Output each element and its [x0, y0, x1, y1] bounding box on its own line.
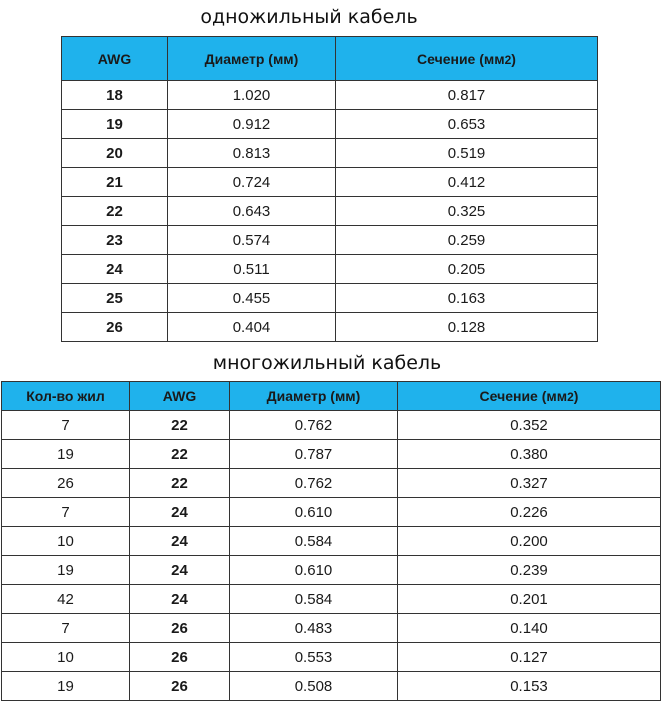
table-row	[62, 168, 598, 197]
table-row	[2, 527, 661, 556]
cell-section: 0.817	[336, 81, 598, 110]
cell-cores: 19	[2, 440, 130, 469]
cell-awg: 19	[62, 110, 168, 139]
cell-awg: 22	[130, 440, 230, 469]
cell-awg: 22	[130, 411, 230, 440]
cell-section: 0.412	[336, 168, 598, 197]
table-row	[62, 313, 598, 342]
table-row	[2, 643, 661, 672]
cell-section: 0.327	[398, 469, 661, 498]
cell-cores: 7	[2, 411, 130, 440]
header-diameter: Диаметр (мм)	[168, 37, 336, 81]
cell-cores: 26	[2, 469, 130, 498]
multi-core-title: многожильный кабель	[212, 352, 442, 374]
header-diameter: Диаметр (мм)	[230, 382, 398, 411]
cell-diameter: 0.404	[168, 313, 336, 342]
table-header-row	[62, 37, 598, 81]
cell-section: 0.325	[336, 197, 598, 226]
table-row	[62, 110, 598, 139]
cell-diameter: 0.787	[230, 440, 398, 469]
cell-diameter: 0.483	[230, 614, 398, 643]
cell-awg: 24	[62, 255, 168, 284]
header-section	[398, 382, 661, 411]
table-row	[62, 284, 598, 313]
header-section-close: )	[511, 50, 516, 67]
cell-cores: 42	[2, 585, 130, 614]
table-row	[2, 411, 661, 440]
table-row	[2, 498, 661, 527]
cell-diameter: 0.813	[168, 139, 336, 168]
cell-awg: 23	[62, 226, 168, 255]
cell-diameter: 0.553	[230, 643, 398, 672]
cell-section: 0.653	[336, 110, 598, 139]
single-core-title: одножильный кабель	[200, 6, 418, 28]
cell-cores: 10	[2, 527, 130, 556]
cell-awg: 20	[62, 139, 168, 168]
header-cores: Кол-во жил	[2, 382, 130, 411]
table-row	[62, 81, 598, 110]
cell-awg: 24	[130, 585, 230, 614]
cell-section: 0.380	[398, 440, 661, 469]
table-row	[2, 672, 661, 701]
cell-cores: 10	[2, 643, 130, 672]
header-awg: AWG	[130, 382, 230, 411]
cell-section: 0.519	[336, 139, 598, 168]
cell-section: 0.352	[398, 411, 661, 440]
single-core-table	[61, 36, 598, 342]
cell-section: 0.226	[398, 498, 661, 527]
cell-diameter: 0.610	[230, 498, 398, 527]
cell-diameter: 0.455	[168, 284, 336, 313]
table-row	[2, 440, 661, 469]
table-row	[2, 469, 661, 498]
table-row	[2, 585, 661, 614]
cell-diameter: 0.511	[168, 255, 336, 284]
table-row	[62, 255, 598, 284]
cell-section: 0.201	[398, 585, 661, 614]
table-row	[2, 614, 661, 643]
cell-section: 0.200	[398, 527, 661, 556]
cell-diameter: 0.762	[230, 411, 398, 440]
cell-diameter: 0.584	[230, 585, 398, 614]
header-awg: AWG	[62, 37, 168, 81]
cell-section: 0.153	[398, 672, 661, 701]
cell-section: 0.140	[398, 614, 661, 643]
header-section-label: Сечение (мм	[417, 50, 505, 67]
table-row	[2, 556, 661, 585]
cell-section: 0.128	[336, 313, 598, 342]
cell-diameter: 0.584	[230, 527, 398, 556]
cell-awg: 26	[130, 614, 230, 643]
cell-section: 0.163	[336, 284, 598, 313]
cell-cores: 7	[2, 498, 130, 527]
cell-awg: 18	[62, 81, 168, 110]
header-section-unit: 2	[504, 52, 512, 67]
header-section	[336, 37, 598, 81]
cell-section: 0.259	[336, 226, 598, 255]
header-section-unit: 2	[567, 390, 574, 404]
cell-awg: 24	[130, 556, 230, 585]
cell-diameter: 0.724	[168, 168, 336, 197]
cell-diameter: 0.912	[168, 110, 336, 139]
cell-awg: 26	[130, 643, 230, 672]
cell-cores: 19	[2, 556, 130, 585]
cell-diameter: 1.020	[168, 81, 336, 110]
table-row	[62, 139, 598, 168]
cell-awg: 26	[130, 672, 230, 701]
table-header-row	[2, 382, 661, 411]
cell-section: 0.127	[398, 643, 661, 672]
cell-awg: 21	[62, 168, 168, 197]
cell-awg: 22	[130, 469, 230, 498]
cell-awg: 22	[62, 197, 168, 226]
header-section-label: Сечение (мм	[479, 388, 568, 404]
cell-awg: 25	[62, 284, 168, 313]
cell-awg: 24	[130, 498, 230, 527]
cell-section: 0.205	[336, 255, 598, 284]
cell-diameter: 0.762	[230, 469, 398, 498]
cell-awg: 24	[130, 527, 230, 556]
cell-cores: 7	[2, 614, 130, 643]
table-row	[62, 197, 598, 226]
multi-core-table	[1, 381, 661, 701]
cell-diameter: 0.610	[230, 556, 398, 585]
cell-diameter: 0.508	[230, 672, 398, 701]
cell-section: 0.239	[398, 556, 661, 585]
cell-diameter: 0.574	[168, 226, 336, 255]
header-section-close: )	[573, 388, 579, 404]
cell-cores: 19	[2, 672, 130, 701]
cell-awg: 26	[62, 313, 168, 342]
cell-diameter: 0.643	[168, 197, 336, 226]
table-row	[62, 226, 598, 255]
